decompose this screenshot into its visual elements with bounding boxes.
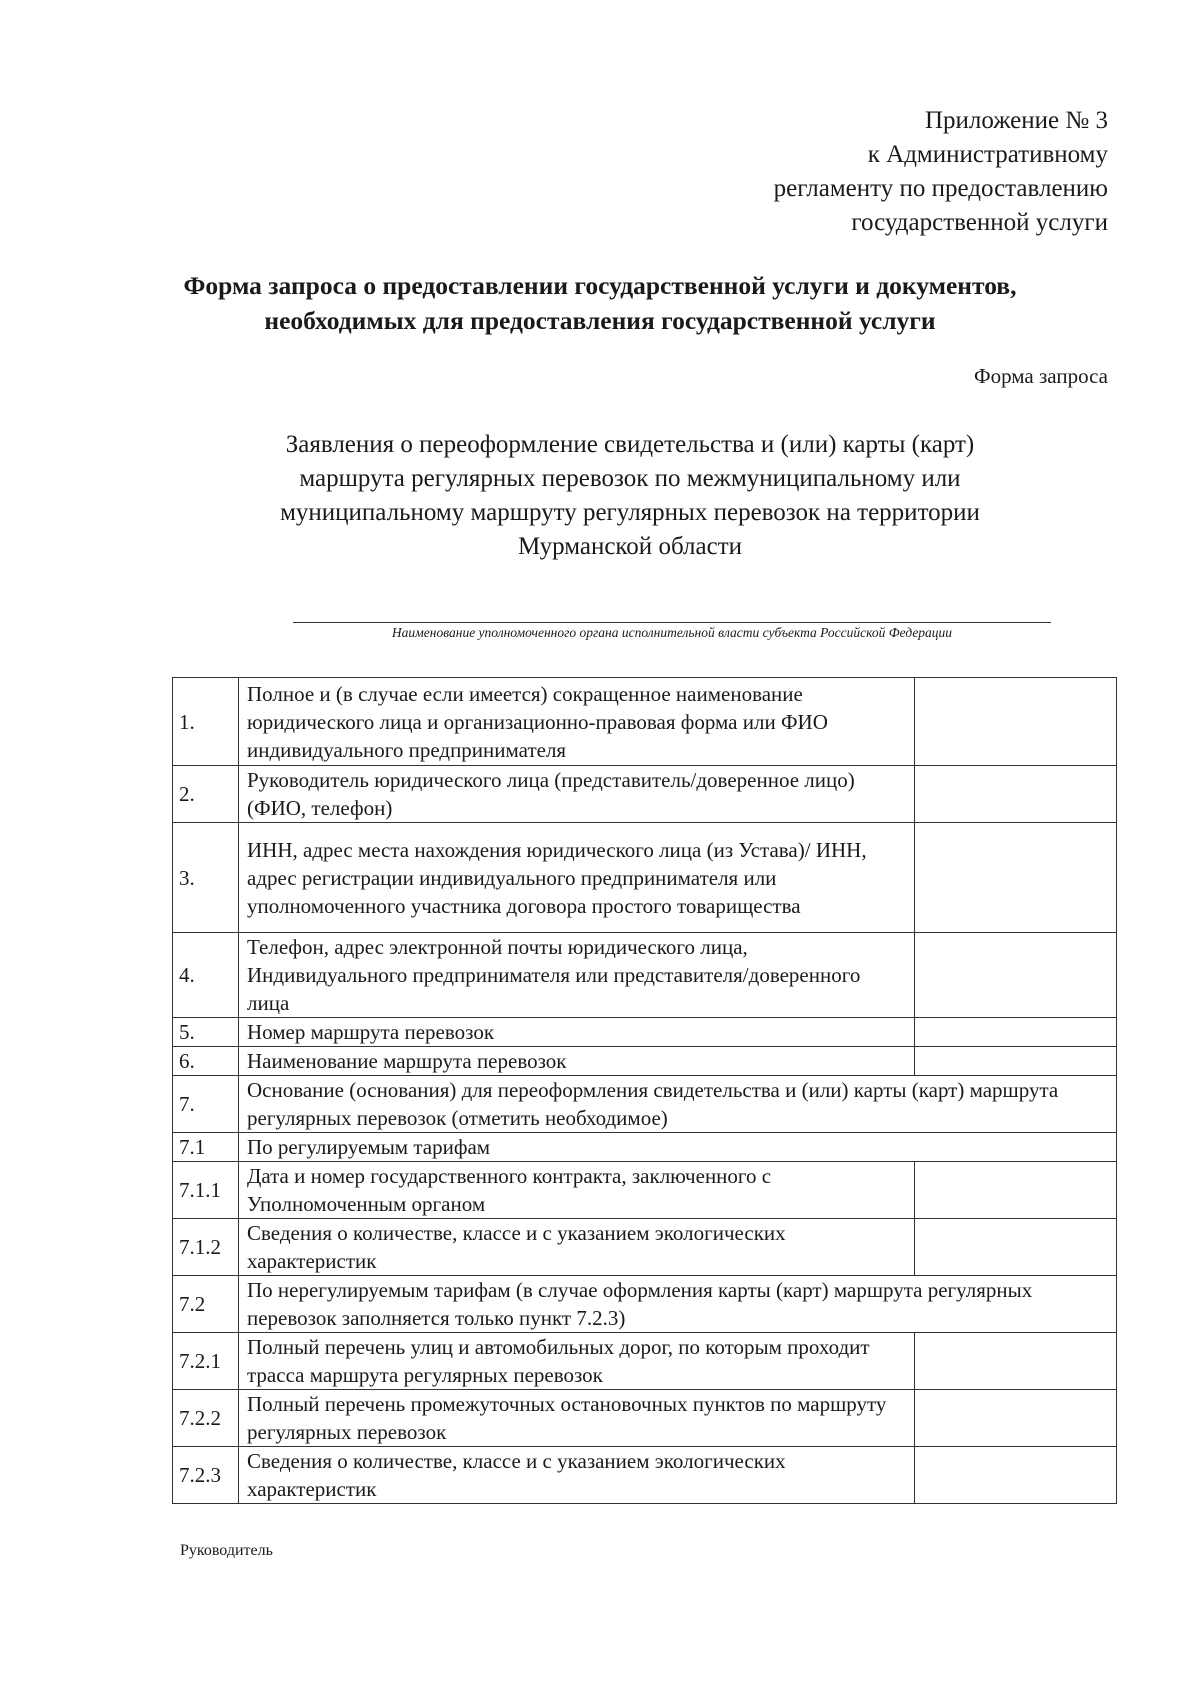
row-number: 7.2.2	[173, 1390, 239, 1447]
row-value-field[interactable]	[915, 933, 1117, 1018]
form-label: Форма запроса	[974, 364, 1108, 388]
row-number: 1.	[173, 678, 239, 766]
table-row	[173, 1133, 1117, 1162]
row-number: 5.	[173, 1018, 239, 1047]
row-value-field[interactable]	[915, 1047, 1117, 1076]
row-value-field[interactable]	[915, 1447, 1117, 1504]
table-row	[173, 1076, 1117, 1133]
table-row	[173, 823, 1117, 933]
row-description: Полный перечень промежуточных остановочных пунктов по маршруту регулярных перевозок	[239, 1390, 915, 1447]
appendix-line: государственной услуги	[851, 209, 1108, 236]
row-description: Основание (основания) для переоформления свидетельства и (или) карты (карт) маршрута регулярных перевозок (отметить необходимое)	[239, 1076, 1117, 1133]
form-title-line: необходимых для предоставления государственной услуги	[264, 306, 936, 335]
application-title-line: муниципальному маршруту регулярных перевозок на территории	[280, 499, 980, 526]
appendix-line: к Административному	[867, 141, 1108, 168]
table-row	[173, 1219, 1117, 1276]
row-description: Полный перечень улиц и автомобильных дорог, по которым проходит трасса маршрута регулярных перевозок	[239, 1333, 915, 1390]
form-title	[0, 268, 1200, 338]
row-value-field[interactable]	[915, 1219, 1117, 1276]
table-row	[173, 1333, 1117, 1390]
row-description: Сведения о количестве, классе и с указанием экологических характеристик	[239, 1447, 915, 1504]
row-value-field[interactable]	[915, 1333, 1117, 1390]
row-number: 6.	[173, 1047, 239, 1076]
form-title-line: Форма запроса о предоставлении государственной услуги и документов,	[183, 271, 1017, 300]
form-rows	[173, 678, 1117, 1504]
table-row	[173, 1390, 1117, 1447]
appendix-line: регламенту по предоставлению	[773, 175, 1108, 202]
request-form-table	[172, 677, 1117, 1504]
row-number: 7.1.2	[173, 1219, 239, 1276]
application-title-line: Мурманской области	[517, 533, 743, 560]
row-description: Телефон, адрес электронной почты юридического лица, Индивидуального предпринимателя или представителя/доверенного лица	[239, 933, 915, 1018]
row-number: 7.1	[173, 1133, 239, 1162]
row-description: Наименование маршрута перевозок	[239, 1047, 915, 1076]
row-number: 4.	[173, 933, 239, 1018]
table-row	[173, 766, 1117, 823]
application-title-line: маршрута регулярных перевозок по межмуниципальному или	[299, 465, 961, 492]
row-description: ИНН, адрес места нахождения юридического лица (из Устава)/ ИНН, адрес регистрации индивидуального предпринимателя или уполномоченного участника договора простого товарищества	[239, 823, 915, 933]
row-number: 3.	[173, 823, 239, 933]
row-number: 7.1.1	[173, 1162, 239, 1219]
row-description: Номер маршрута перевозок	[239, 1018, 915, 1047]
row-value-field[interactable]	[915, 1018, 1117, 1047]
application-title-line: Заявления о переоформление свидетельства и (или) карты (карт)	[285, 431, 975, 458]
application-title	[190, 428, 1070, 564]
row-number: 7.2.1	[173, 1333, 239, 1390]
table-row	[173, 1162, 1117, 1219]
table-row	[173, 1447, 1117, 1504]
row-value-field[interactable]	[915, 678, 1117, 766]
row-description: Полное и (в случае если имеется) сокращенное наименование юридического лица и организационно-правовая форма или ФИО индивидуального предпринимателя	[239, 678, 915, 766]
row-number: 7.2	[173, 1276, 239, 1333]
row-description: Дата и номер государственного контракта, заключенного с Уполномоченным органом	[239, 1162, 915, 1219]
row-value-field[interactable]	[915, 1162, 1117, 1219]
row-number: 7.2.3	[173, 1447, 239, 1504]
appendix-header	[774, 104, 1108, 240]
row-description: Сведения о количестве, классе и с указанием экологических характеристик	[239, 1219, 915, 1276]
signature-label: Руководитель	[180, 1542, 273, 1559]
row-value-field[interactable]	[915, 823, 1117, 933]
row-value-field[interactable]	[915, 766, 1117, 823]
row-number: 7.	[173, 1076, 239, 1133]
row-description: По нерегулируемым тарифам (в случае оформления карты (карт) маршрута регулярных перевозок заполняется только пункт 7.2.3)	[239, 1276, 1117, 1333]
table-row	[173, 1047, 1117, 1076]
authority-caption: Наименование уполномоченного органа исполнительной власти субъекта Российской Федерации	[391, 625, 953, 640]
authority-name-line[interactable]	[293, 622, 1051, 623]
row-description: По регулируемым тарифам	[239, 1133, 1117, 1162]
table-row	[173, 1276, 1117, 1333]
row-value-field[interactable]	[915, 1390, 1117, 1447]
appendix-line: Приложение № 3	[924, 107, 1108, 134]
table-row	[173, 933, 1117, 1018]
row-description: Руководитель юридического лица (представитель/доверенное лицо) (ФИО, телефон)	[239, 766, 915, 823]
table-row	[173, 1018, 1117, 1047]
table-row	[173, 678, 1117, 766]
row-number: 2.	[173, 766, 239, 823]
